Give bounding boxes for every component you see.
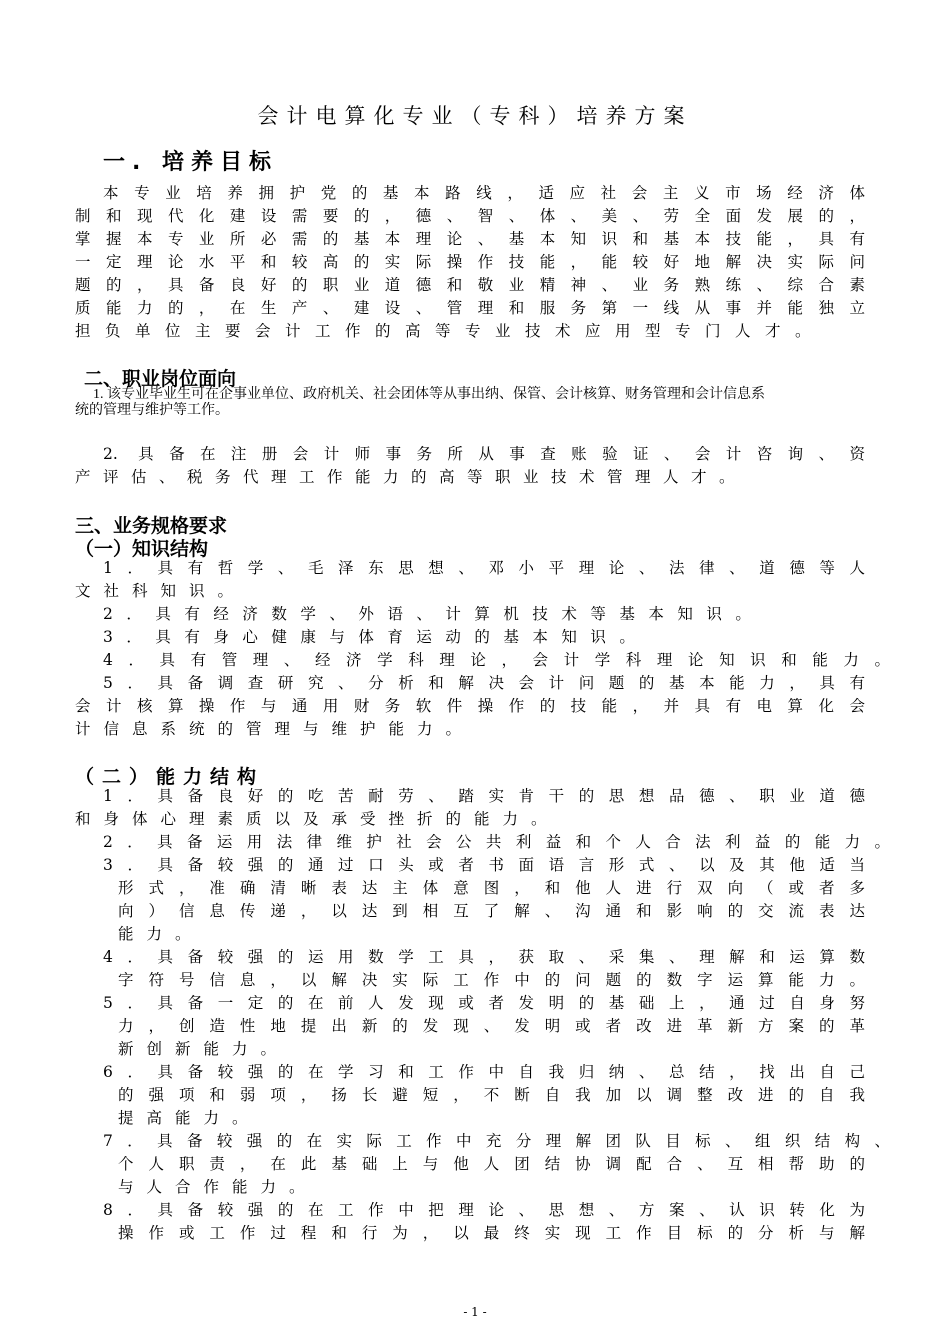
paragraph-line: 产评估、税务代理工作能力的高等职业技术管理人才。 [75, 468, 748, 486]
section-2-paragraph-1 [75, 387, 880, 419]
list-item: 与人合作能力。 [118, 1178, 318, 1196]
paragraph-line: 掌握本专业所必需的基本理论、基本知识和基本技能，具有 [75, 230, 865, 248]
knowledge-structure-heading: （一）知识结构 [75, 538, 209, 560]
list-item: 文社科知识。 [75, 582, 247, 600]
list-item: 会计核算操作与通用财务软件操作的技能，并具有电算化会 [75, 697, 865, 715]
section-1-heading: 一. 培养目标 [103, 150, 279, 175]
paragraph-line: 质能力的，在生产、建设、管理和服务第一线从事并能独立 [75, 299, 865, 317]
document-title: 会计电算化专业（专科）培养方案 [257, 104, 693, 128]
paragraph-line: 2. 具备在注册会计师事务所从事查账验证、会计咨询、资 [103, 445, 865, 463]
paragraph-line: 统的管理与维护等工作。 [75, 403, 229, 418]
list-item: 的强项和弱项，扬长避短，不断自我加以调整改进的自我 [118, 1086, 865, 1104]
paragraph-line: 担负单位主要会计工作的高等专业技术应用型专门人才。 [75, 322, 826, 340]
list-item: 2．具有经济数学、外语、计算机技术等基本知识。 [103, 605, 765, 623]
paragraph-line: 1. 该专业毕业生可在企事业单位、政府机关、社会团体等从事出纳、保管、会计核算、财务管理和会计信息系 [93, 387, 765, 402]
section-3-heading: 三、业务规格要求 [75, 515, 228, 537]
list-item: 7．具备较强的在实际工作中充分理解团队目标、组织结构、 [103, 1132, 890, 1150]
list-item: 操作或工作过程和行为，以最终实现工作目标的分析与解 [118, 1224, 865, 1242]
list-item: 8．具备较强的在工作中把理论、思想、方案、认识转化为 [103, 1201, 865, 1219]
list-item: 计信息系统的管理与维护能力。 [75, 720, 475, 738]
list-item: 提高能力。 [118, 1109, 261, 1127]
list-item: 字符号信息，以解决实际工作中的问题的数字运算能力。 [118, 971, 865, 989]
list-item: 1．具有哲学、毛泽东思想、邓小平理论、法律、道德等人 [103, 559, 865, 577]
list-item: 和身体心理素质以及承受挫折的能力。 [75, 810, 560, 828]
list-item: 个人职责，在此基础上与他人团结协调配合、互相帮助的 [118, 1155, 865, 1173]
list-item: 5．具备一定的在前人发现或者发明的基础上，通过自身努 [103, 994, 865, 1012]
list-item: 3．具有身心健康与体育运动的基本知识。 [103, 628, 649, 646]
list-item: 新创新能力。 [118, 1040, 290, 1058]
paragraph-line: 制和现代化建设需要的，德、智、体、美、劳全面发展的， [75, 207, 865, 225]
list-item: 5．具备调查研究、分析和解决会计问题的基本能力，具有 [103, 674, 865, 692]
list-item: 力，创造性地提出新的发现、发明或者改进革新方案的革 [118, 1017, 865, 1035]
list-item: 3．具备较强的通过口头或者书面语言形式、以及其他适当 [103, 856, 865, 874]
list-item: 1．具备良好的吃苦耐劳、踏实肯干的思想品德、职业道德 [103, 787, 865, 805]
list-item: 4．具备较强的运用数学工具，获取、采集、理解和运算数 [103, 948, 865, 966]
list-item: 形式，准确清晰表达主体意图，和他人进行双向（或者多 [118, 879, 865, 897]
list-item: 向）信息传递，以达到相互了解、沟通和影响的交流表达 [118, 902, 865, 920]
list-item: 4．具有管理、经济学科理论，会计学科理论知识和能力。 [103, 651, 890, 669]
list-item: 6．具备较强的在学习和工作中自我归纳、总结，找出自己 [103, 1063, 865, 1081]
list-item: 能力。 [118, 925, 204, 943]
list-item: 2．具备运用法律维护社会公共利益和个人合法利益的能力。 [103, 833, 890, 851]
paragraph-line: 本专业培养拥护党的基本路线，适应社会主义市场经济体 [103, 184, 865, 202]
paragraph-line: 一定理论水平和较高的实际操作技能，能较好地解决实际问 [75, 253, 865, 271]
paragraph-line: 题的，具备良好的职业道德和敬业精神、业务熟练、综合素 [75, 276, 865, 294]
section-2-heading: 二、职业岗位面向 [84, 368, 237, 390]
ability-structure-heading: （二）能力结构 [75, 766, 265, 788]
page-number: - 1 - [463, 1305, 487, 1319]
